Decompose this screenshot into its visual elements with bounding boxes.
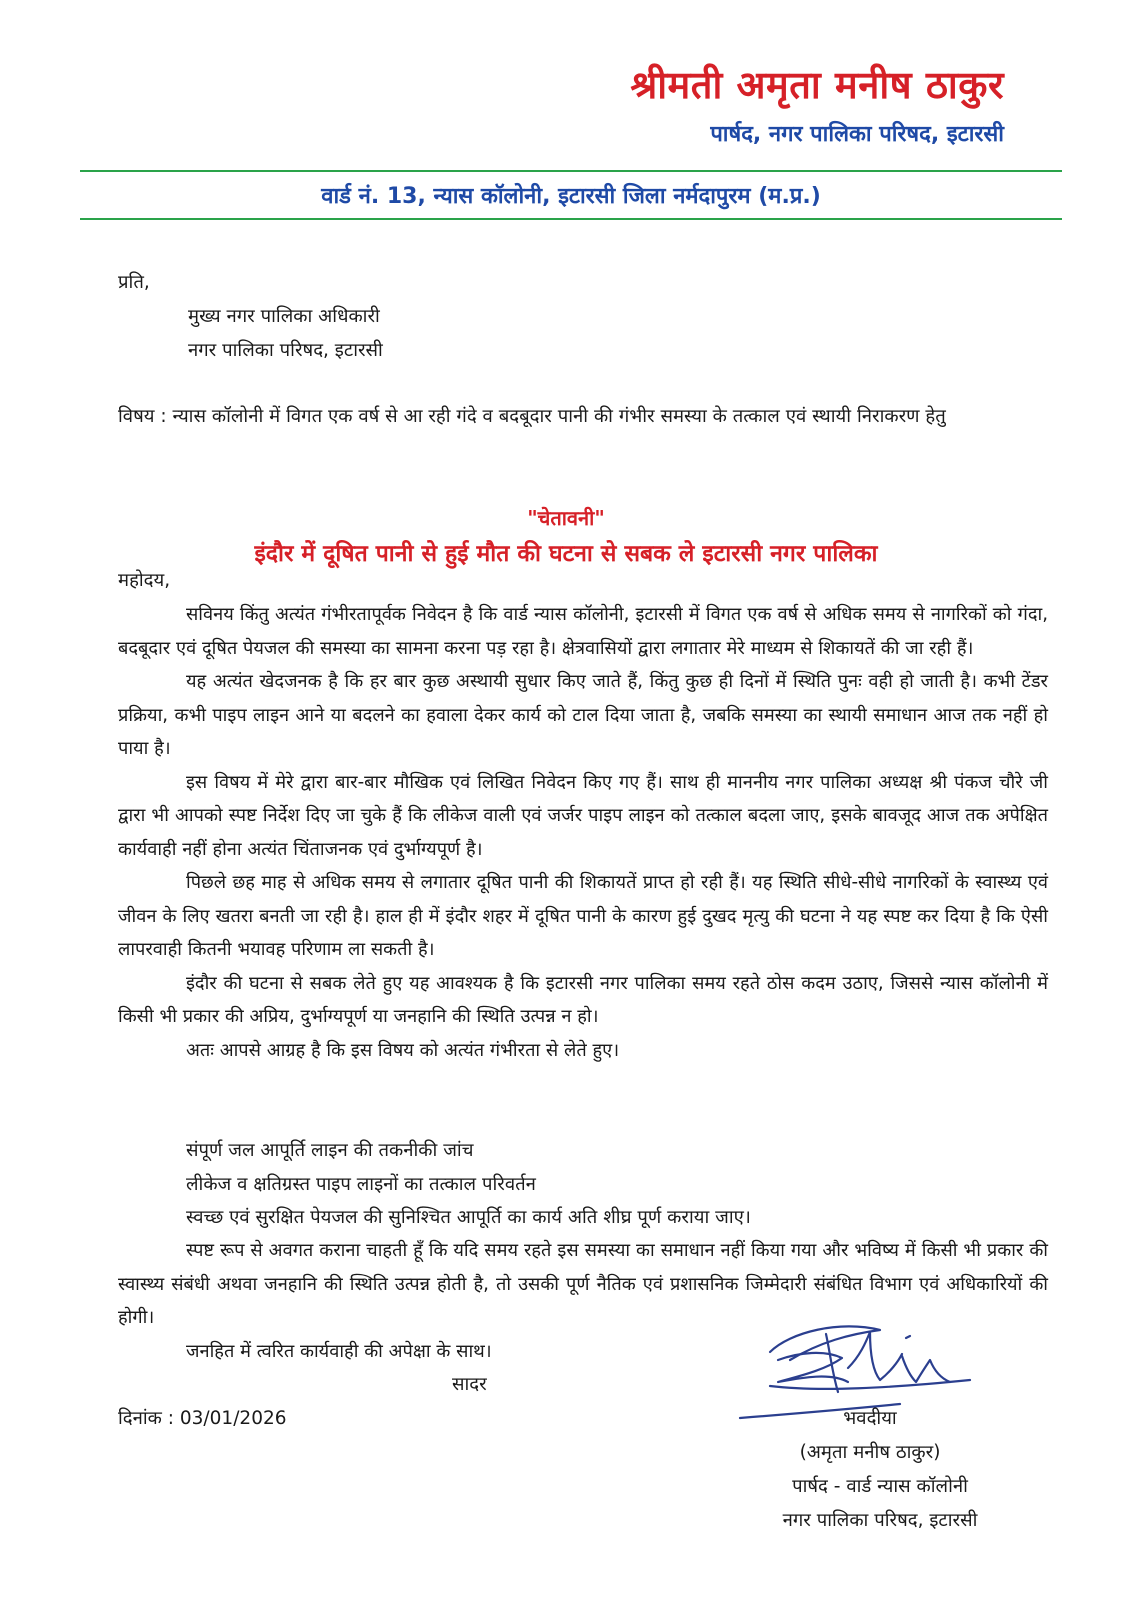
subject-line: विषय : न्यास कॉलोनी में विगत एक वर्ष से आ रही गंदे व बदबूदार पानी की गंभीर समस्या के तत्काल एवं स्थायी निराकरण हेतु [118, 406, 946, 427]
recipient-line-1: मुख्य नगर पालिका अधिकारी [188, 306, 380, 327]
warning-title: "चेतावनी" [527, 506, 605, 530]
body-paragraph: अतः आपसे आग्रह है कि इस विषय को अत्यंत गंभीरता से लेते हुए। [186, 1039, 620, 1061]
letter-body [118, 598, 1048, 1067]
body-paragraph: सविनय किंतु अत्यंत गंभीरतापूर्वक निवेदन है कि वार्ड न्यास कॉलोनी, इटारसी में विगत एक वर्ष से अधिक समय से नागरिकों को गंदा, बदबूदार एवं दूषित पेयजल की समस्या का सामना करना पड़ रहा है। क्षेत्रवासियों द्वारा लगातार मेरे माध्यम से शिकायतें की जा रही हैं। [118, 604, 1048, 659]
signatory-name: (अमृता मनीष ठाकुर) [799, 1442, 941, 1463]
recipient-prefix: प्रति, [118, 272, 150, 293]
signatory-organisation: नगर पालिका परिषद, इटारसी [782, 1510, 978, 1531]
body-paragraph: पिछले छह माह से अधिक समय से लगातार दूषित पानी की शिकायतें प्राप्त हो रही हैं। यह स्थिति सीधे-सीधे नागरिकों के स्वास्थ्य एवं जीवन के लिए खतरा बनती जा रही है। हाल ही में इंदौर शहर में दूषित पानी के कारण हुई दुखद मृत्यु की घटना ने यह स्पष्ट कर दिया है कि ऐसी लापरवाही कितनी भयावह परिणाम ला सकती है। [118, 872, 1048, 960]
demands-list [186, 1134, 751, 1235]
header-divider-bottom [80, 218, 1062, 220]
demand-item: स्वच्छ एवं सुरक्षित पेयजल की सुनिश्चित आपूर्ति का कार्य अति शीघ्र पूर्ण कराया जाए। [186, 1207, 751, 1228]
body-paragraph: इस विषय में मेरे द्वारा बार-बार मौखिक एवं लिखित निवेदन किए गए हैं। साथ ही माननीय नगर पालिका अध्यक्ष श्री पंकज चौरे जी द्वारा भी आपको स्पष्ट निर्देश दिए जा चुके हैं कि लीकेज वाली एवं जर्जर पाइप लाइन को तत्काल बदला जाए, इसके बावजूद आज तक अपेक्षित कार्यवाही नहीं होना अत्यंत चिंताजनक एवं दुर्भाग्यपूर्ण है। [118, 771, 1048, 860]
header-divider-top [80, 170, 1062, 172]
ward-address: वार्ड नं. 13, न्यास कॉलोनी, इटारसी जिला नर्मदापुरम (म.प्र.) [321, 184, 821, 209]
closing-paragraph: स्पष्ट रूप से अवगत कराना चाहती हूँ कि यदि समय रहते इस समस्या का समाधान नहीं किया गया और भविष्य में किसी भी प्रकार की स्वास्थ्य संबंधी अथवा जनहानि की स्थिति उत्पन्न होती है, तो उसकी पूर्ण नैतिक एवं प्रशासनिक जिम्मेदारी संबंधित विभाग एवं अधिकारियों की होगी। [118, 1240, 1048, 1328]
body-paragraph: इंदौर की घटना से सबक लेते हुए यह आवश्यक है कि इटारसी नगर पालिका समय रहते ठोस कदम उठाए, जिससे न्यास कॉलोनी में किसी भी प्रकार की अप्रिय, दुर्भाग्यपूर्ण या जनहानि की स्थिति उत्पन्न न हो। [118, 972, 1048, 1027]
sadar-text: सादर [452, 1374, 487, 1395]
letter-date: दिनांक : 03/01/2026 [118, 1408, 287, 1429]
salutation: महोदय, [118, 570, 171, 591]
demand-item: संपूर्ण जल आपूर्ति लाइन की तकनीकी जांच [186, 1140, 474, 1161]
signatory-designation: पार्षद - वार्ड न्यास कॉलोनी [792, 1476, 968, 1497]
recipient-line-2: नगर पालिका परिषद, इटारसी [188, 340, 383, 361]
councillor-title: पार्षद, नगर पालिका परिषद, इटारसी [710, 122, 1004, 147]
closing-word: भवदीया [843, 1408, 897, 1429]
closing-paragraph: जनहित में त्वरित कार्यवाही की अपेक्षा के साथ। [186, 1340, 492, 1362]
demand-item: लीकेज व क्षतिग्रस्त पाइप लाइनों का तत्काल परिवर्तन [186, 1173, 536, 1195]
body-paragraph: यह अत्यंत खेदजनक है कि हर बार कुछ अस्थायी सुधार किए जाते हैं, किंतु कुछ ही दिनों में स्थिति पुनः वही हो जाती है। कभी टेंडर प्रक्रिया, कभी पाइप लाइन आने या बदलने का हवाला देकर कार्य को टाल दिया जाता है, जबकि समस्या का स्थायी समाधान आज तक नहीं हो पाया है। [118, 671, 1048, 759]
signature-block [740, 1402, 1000, 1538]
councillor-name: श्रीमती अमृता मनीष ठाकुर [630, 63, 1004, 107]
warning-headline: इंदौर में दूषित पानी से हुई मौत की घटना से सबक ले इटारसी नगर पालिका [254, 541, 878, 567]
